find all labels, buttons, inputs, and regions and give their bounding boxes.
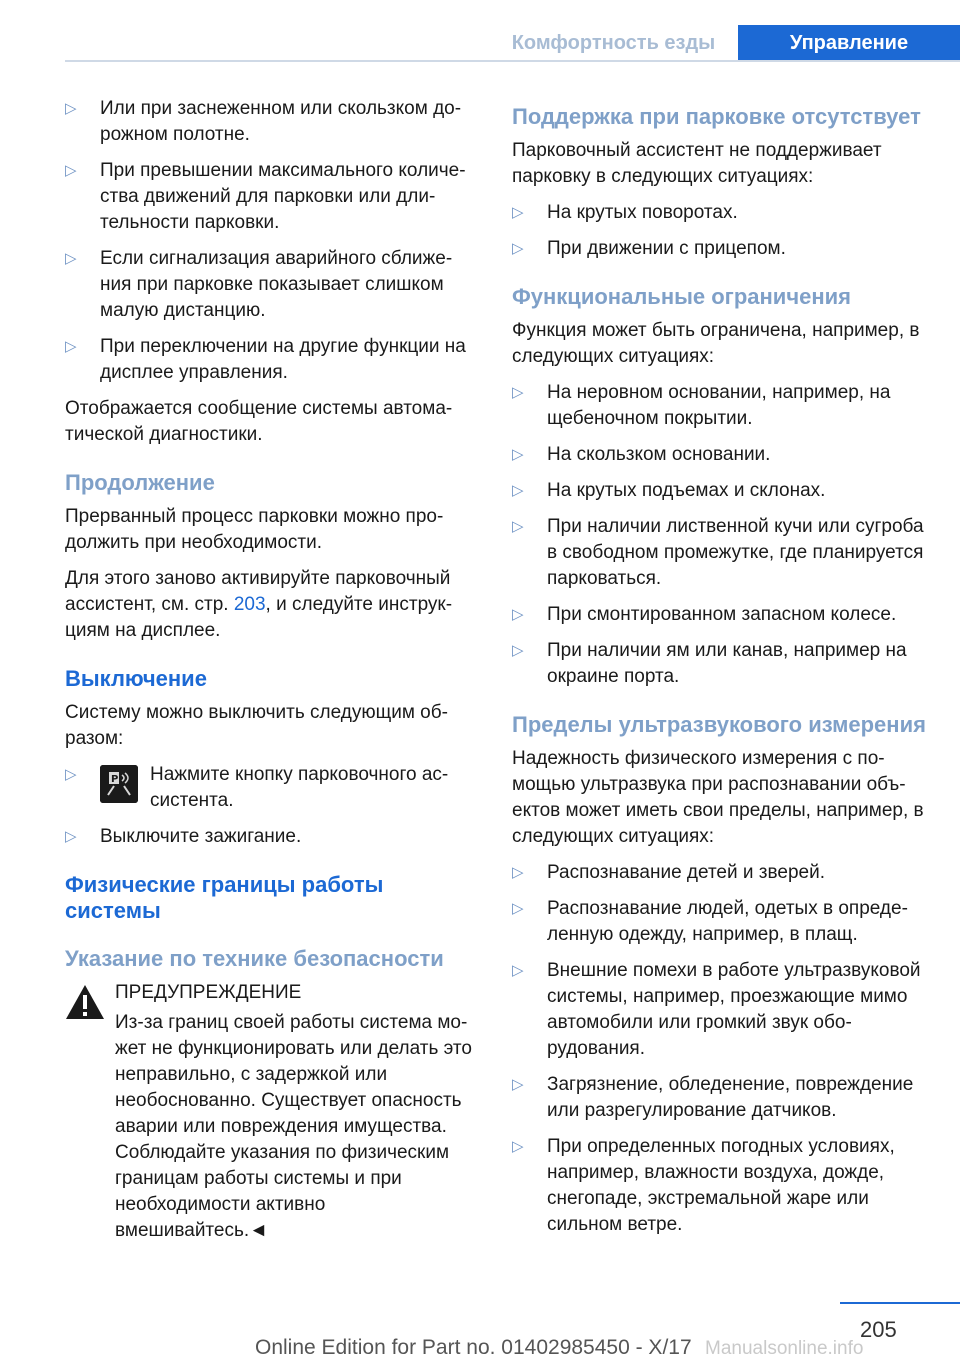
bullet-icon: ▷	[512, 204, 524, 221]
header-divider	[65, 60, 960, 62]
list-item-text: На крутых подъемах и склонах.	[547, 480, 826, 501]
list-item	[512, 380, 928, 432]
bullet-icon: ▷	[512, 606, 524, 623]
bullet-icon: ▷	[65, 828, 77, 845]
bullet-icon: ▷	[512, 962, 524, 979]
list-item-text: При движении с прицепом.	[547, 238, 786, 259]
bullet-icon: ▷	[512, 518, 524, 535]
list-item-text: Если сигнализация аварийного сближения при парковке показывает слишком малую дистанцию.	[100, 248, 453, 321]
list-item	[512, 236, 928, 262]
warning-triangle-icon	[65, 984, 105, 1020]
list-item	[512, 638, 928, 690]
page-number: 205	[860, 1317, 897, 1342]
edition-footer: Online Edition for Part no. 01402985450 - X/17	[255, 1336, 692, 1359]
continue-text-after: , и следуйте инструкциям на дисплее.	[65, 594, 453, 641]
continue-heading: Продолжение	[65, 470, 215, 495]
list-item-text: Выключите зажигание.	[100, 826, 302, 847]
list-item	[65, 762, 477, 814]
list-item	[512, 200, 928, 226]
list-item	[512, 478, 928, 504]
bullet-icon: ▷	[512, 900, 524, 917]
list-item	[65, 334, 477, 386]
header-chapter-tab: Управление	[738, 25, 960, 62]
list-item-text: При наличии лиственной кучи или сугроба в свободном промежутке, где планируется парковаться.	[547, 516, 924, 589]
bullet-icon: ▷	[65, 766, 77, 783]
list-item-text: При определенных погодных условиях, например, влажности воздуха, дожде, снегопаде, экстремальной жаре или сильном ветре.	[547, 1136, 895, 1235]
list-item	[512, 860, 928, 886]
list-item-text: Распознавание детей и зверей.	[547, 862, 825, 883]
limits-heading: Физические границы работы системы	[65, 872, 384, 923]
left-column	[65, 96, 477, 1244]
bullet-icon: ▷	[65, 250, 77, 267]
footer-divider	[840, 1302, 960, 1304]
no-support-heading: Поддержка при парковке отсутствует	[512, 104, 921, 129]
list-item	[512, 602, 928, 628]
diagnostic-text: Отображается сообщение системы автоматической диагностики.	[65, 398, 453, 445]
list-item-text: При превышении максимального количества движений для парковки или длительности парковки.	[100, 160, 466, 233]
list-item	[65, 158, 477, 236]
list-item	[512, 514, 928, 592]
ultrasonic-limits-heading: Пределы ультразвукового измерения	[512, 712, 926, 737]
list-item-text: Или при заснеженном или скользком дорожном полотне.	[100, 98, 462, 145]
warning-text: Из-за границ своей работы система может не функционировать или делать это неправильно, с задержкой или необоснованно. Существует опасность аварии или повреждения имущества. Соблюдайте указания по физическим границам работы системы и при необходимости активно вмешивайтесь.◄	[115, 1012, 472, 1241]
list-item	[512, 1134, 928, 1238]
list-item	[512, 896, 928, 948]
bullet-icon: ▷	[512, 864, 524, 881]
list-item	[512, 958, 928, 1062]
list-item-text: На крутых поворотах.	[547, 202, 738, 223]
list-item-text: При смонтированном запасном колесе.	[547, 604, 897, 625]
off-heading: Выключение	[65, 666, 207, 691]
functional-limits-heading: Функциональные ограничения	[512, 284, 851, 309]
warning-title: ПРЕДУПРЕЖДЕНИЕ	[115, 982, 302, 1003]
list-item-text: Внешние помехи в работе ультразвуковой системы, например, проезжающие мимо автомобили или громкий звук оборудования.	[547, 960, 921, 1059]
bullet-icon: ▷	[512, 384, 524, 401]
list-item-text: Загрязнение, обледенение, повреждение или разрегулирование датчиков.	[547, 1074, 914, 1121]
list-item	[65, 246, 477, 324]
no-support-paragraph: Парковочный ассистент не поддерживает парковку в следующих ситуациях:	[512, 140, 882, 187]
bullet-icon: ▷	[65, 162, 77, 179]
bullet-icon: ▷	[65, 100, 77, 117]
bullet-icon: ▷	[512, 1138, 524, 1155]
page-reference-link[interactable]: 203	[233, 594, 266, 615]
list-item	[512, 1072, 928, 1124]
bullet-icon: ▷	[65, 338, 77, 355]
list-item-text: Распознавание людей, одетых в определенную одежду, например, в плащ.	[547, 898, 908, 945]
bullet-icon: ▷	[512, 446, 524, 463]
continue-paragraph-2	[65, 566, 477, 644]
safety-heading: Указание по технике безопасности	[65, 946, 444, 971]
functional-limits-paragraph: Функция может быть ограничена, например, в следующих ситуациях:	[512, 320, 920, 367]
bullet-icon: ▷	[512, 482, 524, 499]
header-section-title: Комфортность езды	[511, 32, 716, 54]
ultrasonic-paragraph: Надежность физического измерения с помощью ультразвука при распознавании объектов может иметь свои пределы, например, в следующих ситуациях:	[512, 748, 924, 847]
off-paragraph: Систему можно выключить следующим образом:	[65, 702, 448, 749]
continue-text-before: Для этого заново активируйте парковочный ассистент, см. стр.	[65, 568, 451, 615]
bullet-icon: ▷	[512, 240, 524, 257]
continue-paragraph-1: Прерванный процесс парковки можно продолжить при необходимости.	[65, 506, 444, 553]
bullet-icon: ▷	[512, 1076, 524, 1093]
list-item-text: На неровном основании, например, на щебеночном покрытии.	[547, 382, 891, 429]
list-item-text: Нажмите кнопку парковочного ассистента.	[150, 764, 449, 811]
watermark: Manualsonline.info	[705, 1338, 864, 1359]
park-assist-button-icon	[100, 765, 138, 803]
right-column	[512, 96, 928, 1248]
list-item-text: При наличии ям или канав, например на окраине порта.	[547, 640, 907, 687]
warning-block	[65, 980, 477, 1244]
page-header	[0, 0, 960, 62]
list-item	[512, 442, 928, 468]
list-item	[65, 96, 477, 148]
svg-text:P: P	[111, 774, 119, 785]
bullet-icon: ▷	[512, 642, 524, 659]
list-item-text: На скользком основании.	[547, 444, 771, 465]
list-item	[65, 824, 477, 850]
list-item-text: При переключении на другие функции на дисплее управления.	[100, 336, 466, 383]
